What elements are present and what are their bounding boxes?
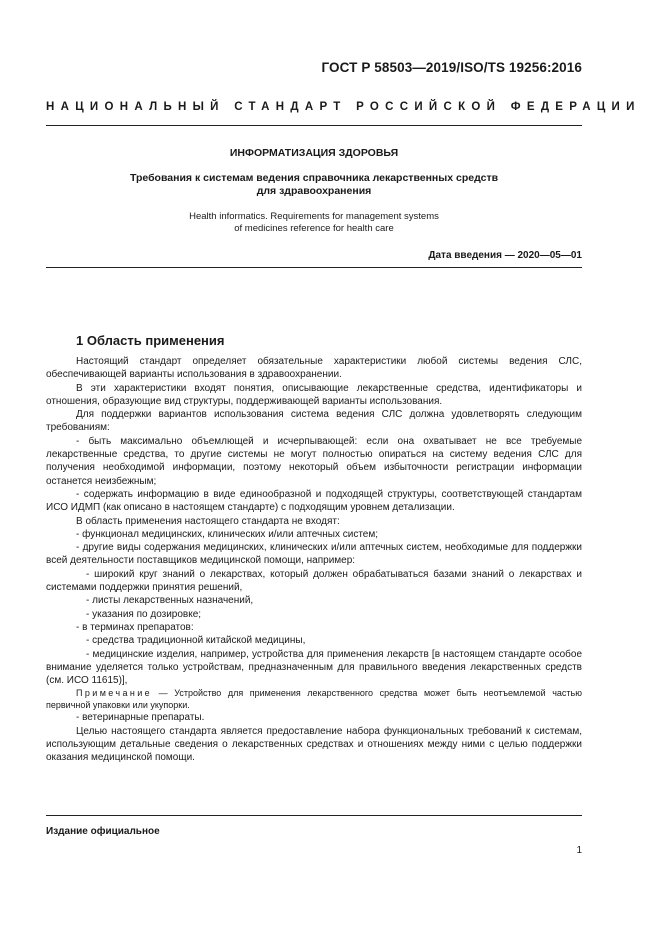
list-item: - содержать информацию в виде единообразной и подходящей структуры, соответствующей стандартам ИСО ИДМП (как описано в настоящем стандарте) с подходящим уровнем детализации. [46,488,582,514]
standard-title: ИНФОРМАТИЗАЦИЯ ЗДОРОВЬЯ [229,147,399,159]
document-code: ГОСТ Р 58503—2019/ISO/TS 19256:2016 [321,60,582,75]
paragraph: В эти характеристики входят понятия, описывающие лекарственные средства, идентификаторы и отношения, образующие вид структуры, поддерживающей варианты использования. [46,382,582,407]
paragraph: Целью настоящего стандарта является предоставление набора функциональных требований к системам, использующим детальные сведения о лекарственных средствах и отношениях между ними с целью поддержки оказания медицинской помощи. [46,725,582,764]
standard-subtitle-ru [46,172,582,198]
note-text: — Устройство для применения лекарственного средства может быть неотъемлемой частью первичной упаковки или укупорки. [46,688,582,711]
list-item: - функционал медицинских, клинических и/или аптечных систем; [76,528,379,540]
list-item: - другие виды содержания медицинских, клинических и/или аптечных систем, необходимые для поддержки всей деятельности поставщиков медицинской помощи, например: [46,542,582,567]
list-item: - ветеринарные препараты. [76,712,205,724]
sub-list-item: - указания по дозировке; [86,608,202,620]
paragraph: В область применения настоящего стандарта не входят: [76,515,340,527]
sub-list-item: - широкий круг знаний о лекарствах, который должен обрабатываться базами знаний о лекарствах и системами поддержки принятия решений, [46,568,582,594]
sub-list-item: - средства традиционной китайской медицины, [86,635,306,647]
subtitle-en-line-1: Health informatics. Requirements for management systems [189,211,439,222]
page-number: 1 [576,845,582,856]
sub-list-item: - медицинские изделия, например, устройства для применения лекарств [в настоящем стандарте особое внимание уделяется только устройствам, предназначенным для правильного введения лекарственных средств (см. ИСО 11615)], [46,648,582,687]
note-label: Примечание [76,688,153,699]
list-item: - в терминах препаратов: [76,621,194,633]
sub-list-item: - листы лекарственных назначений, [86,595,254,607]
national-standard-heading: НАЦИОНАЛЬНЫЙ СТАНДАРТ РОССИЙСКОЙ ФЕДЕРАЦИИ [46,101,641,113]
header-divider [46,125,582,126]
official-edition-label: Издание официальное [46,826,160,837]
date-of-introduction: Дата введения — 2020—05—01 [428,250,582,261]
subtitle-ru-line-2: для здравоохранения [256,185,372,197]
subtitle-en-line-2: of medicines reference for health care [234,223,394,234]
standard-subtitle-en [46,211,582,235]
note [46,687,582,711]
subtitle-ru-line-1: Требования к системам ведения справочника лекарственных средств [129,172,499,184]
paragraph: Для поддержки вариантов использования система ведения СЛС должна удовлетворять следующим требованиям: [46,409,582,434]
section-title: 1 Область применения [76,333,225,348]
footer-divider [46,815,582,816]
date-divider [46,267,582,268]
section-body [46,355,582,765]
list-item: - быть максимально объемлющей и исчерпывающей: если она охватывает не все требуемые лекарственные средства, то другие системы не могут полностью опираться на систему ведения СЛС для получения необходимой информации, поэтому некоторый объем избыточности регистрации информации останется неизбежным; [46,435,582,487]
paragraph: Настоящий стандарт определяет обязательные характеристики любой системы ведения СЛС, обеспечивающей варианты использования в здравоохранении. [46,356,582,381]
